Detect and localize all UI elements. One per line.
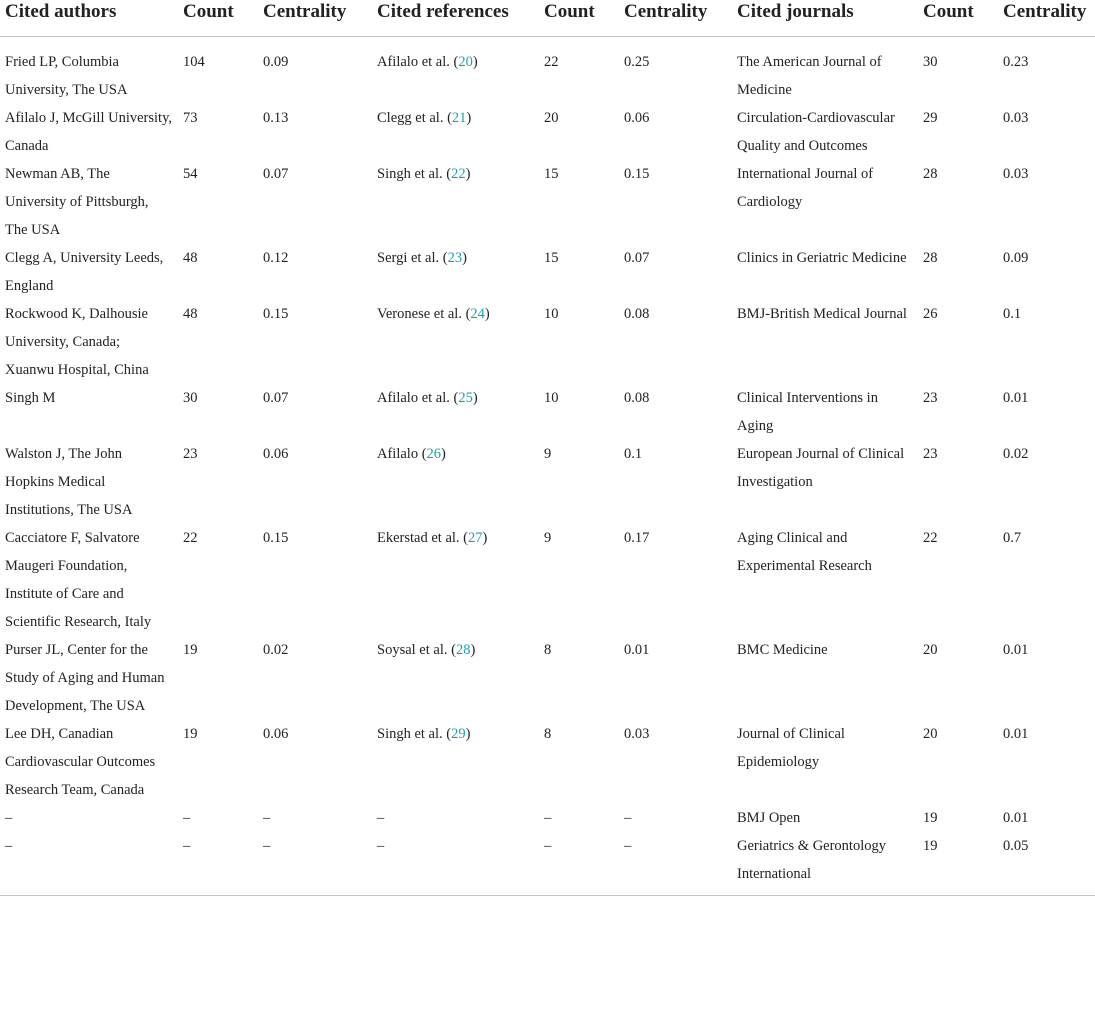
reference-number-link[interactable]: 22: [451, 166, 466, 182]
journal-count-cell: 19: [918, 832, 998, 896]
author-centrality-cell: –: [258, 832, 372, 896]
table-row: [0, 636, 1095, 720]
reference-count-cell: 22: [544, 54, 559, 70]
journal-count-cell: 26: [923, 306, 938, 322]
cited-author-cell: Clegg A, University Leeds, England: [5, 250, 164, 294]
cited-reference-cell: Sergi et al. (23): [377, 250, 467, 266]
cited-journal-cell: Clinical Interventions in Aging: [737, 390, 878, 434]
cited-journal-cell: BMC Medicine: [737, 642, 828, 658]
reference-text: Afilalo et al.: [377, 390, 450, 406]
cited-reference-cell: [372, 804, 539, 832]
cited-reference-cell: Afilalo et al. (20): [377, 54, 478, 70]
cited-journal-cell: The American Journal of Medicine: [737, 54, 882, 98]
reference-text: –: [377, 810, 385, 826]
reference-centrality-cell: 0.17: [624, 530, 650, 546]
cited-author-cell: Purser JL, Center for the Study of Aging and Human Development, The USA: [5, 642, 165, 714]
reference-centrality-cell: 0.07: [624, 250, 650, 266]
journal-centrality-cell: 0.05: [998, 832, 1095, 896]
reference-text: –: [377, 838, 385, 854]
journal-count-cell: 29: [923, 110, 938, 126]
journal-count-cell: 28: [923, 250, 938, 266]
reference-centrality-cell: 0.1: [624, 446, 643, 462]
journal-centrality-cell: 0.09: [1003, 250, 1029, 266]
reference-number-link[interactable]: 23: [447, 250, 463, 266]
reference-number-link[interactable]: 21: [451, 110, 467, 126]
header-cited-references: Cited references: [372, 0, 539, 37]
table-row: [0, 832, 1095, 896]
table-row: [0, 384, 1095, 440]
cited-author-cell: Rockwood K, Dalhousie University, Canada; Xuanwu Hospital, China: [5, 306, 149, 378]
reference-centrality-cell: 0.01: [624, 642, 650, 658]
author-centrality-cell: 0.07: [263, 390, 289, 406]
cited-journal-cell: International Journal of Cardiology: [737, 166, 874, 210]
cited-journal-cell: European Journal of Clinical Investigation: [737, 446, 905, 490]
author-count-cell: –: [178, 832, 258, 896]
author-centrality-cell: 0.07: [263, 166, 289, 182]
header-row: [0, 0, 1095, 37]
reference-centrality-cell: 0.06: [624, 110, 650, 126]
reference-text: Veronese et al.: [377, 306, 462, 322]
reference-text: Singh et al.: [377, 726, 443, 742]
table-row: [0, 104, 1095, 160]
reference-count-cell: 8: [544, 642, 552, 658]
reference-number-link[interactable]: 20: [458, 54, 473, 70]
author-count-cell: 104: [183, 54, 205, 70]
reference-number-link[interactable]: 29: [451, 726, 466, 742]
cited-reference-cell: Soysal et al. (28): [377, 642, 476, 658]
author-centrality-cell: 0.09: [263, 54, 289, 70]
reference-count-cell: –: [544, 810, 552, 826]
reference-count-cell: 15: [544, 166, 559, 182]
reference-centrality-cell: 0.15: [624, 166, 650, 182]
reference-count-cell: 15: [544, 250, 559, 266]
reference-text: Singh et al.: [377, 166, 443, 182]
header-author-count: Count: [178, 0, 258, 37]
reference-number-link[interactable]: 27: [468, 530, 483, 546]
header-reference-count: Count: [539, 0, 619, 37]
author-count-cell: –: [183, 810, 191, 826]
reference-centrality-cell: 0.08: [624, 306, 650, 322]
cited-journal-cell: Clinics in Geriatric Medicine: [737, 250, 907, 266]
cited-reference-cell: Veronese et al. (24): [377, 306, 490, 322]
reference-number-link[interactable]: 24: [470, 306, 485, 322]
reference-count-cell: 20: [544, 110, 559, 126]
reference-number-link[interactable]: 26: [426, 446, 442, 462]
author-count-cell: 48: [183, 306, 198, 322]
journal-count-cell: 22: [923, 530, 938, 546]
reference-count-cell: 9: [544, 446, 552, 462]
author-centrality-cell: 0.15: [263, 530, 289, 546]
reference-number-link[interactable]: 25: [458, 390, 473, 406]
journal-count-cell: 20: [923, 642, 938, 658]
cited-author-cell: Fried LP, Columbia University, The USA: [5, 54, 128, 98]
cited-journal-cell: Journal of Clinical Epidemiology: [737, 726, 845, 770]
cited-reference-cell: Afilalo (26): [377, 446, 446, 462]
header-cited-authors: Cited authors: [0, 0, 178, 37]
table-row: [0, 440, 1095, 524]
reference-centrality-cell: 0.25: [624, 54, 650, 70]
author-count-cell: 19: [183, 642, 198, 658]
reference-text: Afilalo et al.: [377, 54, 450, 70]
journal-centrality-cell: 0.01: [1003, 726, 1029, 742]
author-centrality-cell: 0.13: [263, 110, 289, 126]
author-count-cell: 54: [183, 166, 198, 182]
cited-journal-cell: Circulation-Cardiovascular Quality and Outcomes: [737, 110, 895, 154]
header-cited-journals: Cited journals: [732, 0, 918, 37]
cited-author-cell: Cacciatore F, Salvatore Maugeri Foundation, Institute of Care and Scientific Research, Italy: [5, 530, 152, 630]
table-header: [0, 0, 1095, 37]
reference-text: Soysal et al.: [377, 642, 448, 658]
journal-centrality-cell: 0.03: [1003, 110, 1029, 126]
header-author-centrality: Centrality: [258, 0, 372, 37]
reference-centrality-cell: 0.08: [624, 390, 650, 406]
author-count-cell: 48: [183, 250, 198, 266]
reference-count-cell: 10: [544, 306, 559, 322]
author-count-cell: 73: [183, 110, 198, 126]
table-row: [0, 160, 1095, 244]
table-row: [0, 300, 1095, 384]
author-count-cell: 23: [183, 446, 198, 462]
journal-count-cell: 28: [923, 166, 938, 182]
journal-centrality-cell: 0.01: [1003, 810, 1029, 826]
reference-text: Ekerstad et al.: [377, 530, 460, 546]
journal-count-cell: 20: [923, 726, 938, 742]
journal-centrality-cell: 0.7: [1003, 530, 1022, 546]
cited-reference-cell: Singh et al. (22): [377, 166, 471, 182]
journal-count-cell: 30: [923, 54, 938, 70]
reference-count-cell: 9: [544, 530, 552, 546]
table-row: [0, 804, 1095, 832]
reference-count-cell: 10: [544, 390, 559, 406]
header-journal-centrality: Centrality: [998, 0, 1095, 37]
cited-reference-cell: Clegg et al. (21): [377, 110, 472, 126]
cited-author-cell: Singh M: [5, 390, 56, 406]
journal-centrality-cell: 0.01: [1003, 390, 1029, 406]
cited-journal-cell: BMJ Open: [737, 810, 801, 826]
author-centrality-cell: 0.02: [263, 642, 289, 658]
reference-count-cell: –: [539, 832, 619, 896]
author-centrality-cell: 0.12: [263, 250, 289, 266]
cited-reference-cell: Afilalo et al. (25): [377, 390, 478, 406]
author-centrality-cell: 0.06: [263, 446, 289, 462]
reference-centrality-cell: 0.03: [624, 726, 650, 742]
cited-reference-cell: Ekerstad et al. (27): [377, 530, 488, 546]
reference-count-cell: 8: [544, 726, 552, 742]
journal-centrality-cell: 0.02: [1003, 446, 1029, 462]
cited-author-cell: Afilalo J, McGill University, Canada: [5, 110, 172, 154]
journal-centrality-cell: 0.03: [1003, 166, 1029, 182]
author-count-cell: 30: [183, 390, 198, 406]
author-centrality-cell: 0.15: [263, 306, 289, 322]
table-row: [0, 524, 1095, 636]
journal-count-cell: 23: [923, 390, 938, 406]
journal-centrality-cell: 0.23: [1003, 54, 1029, 70]
cited-reference-cell: [372, 832, 539, 896]
table-body: [0, 37, 1095, 896]
reference-centrality-cell: –: [624, 810, 632, 826]
header-reference-centrality: Centrality: [619, 0, 732, 37]
journal-centrality-cell: 0.01: [1003, 642, 1029, 658]
reference-text: Clegg et al.: [377, 110, 444, 126]
cited-author-cell: Walston J, The John Hopkins Medical Institutions, The USA: [5, 446, 133, 518]
reference-text: Sergi et al.: [377, 250, 440, 266]
journal-count-cell: 19: [923, 810, 938, 826]
journal-count-cell: 23: [923, 446, 938, 462]
cited-author-cell: Lee DH, Canadian Cardiovascular Outcomes Research Team, Canada: [5, 726, 156, 798]
cited-reference-cell: Singh et al. (29): [377, 726, 471, 742]
cited-author-cell: Newman AB, The University of Pittsburgh, The USA: [5, 166, 149, 238]
cited-author-cell: –: [5, 810, 13, 826]
table-row: [0, 37, 1095, 105]
reference-text: Afilalo: [377, 446, 419, 462]
cited-author-cell: –: [0, 832, 178, 896]
cited-journal-cell: Geriatrics & Gerontology International: [732, 832, 918, 896]
author-centrality-cell: –: [263, 810, 271, 826]
table-row: [0, 244, 1095, 300]
cited-journal-cell: BMJ-British Medical Journal: [737, 306, 907, 322]
author-count-cell: 19: [183, 726, 198, 742]
journal-centrality-cell: 0.1: [1003, 306, 1022, 322]
author-count-cell: 22: [183, 530, 198, 546]
reference-centrality-cell: –: [619, 832, 732, 896]
table-row: [0, 720, 1095, 804]
cited-journal-cell: Aging Clinical and Experimental Research: [737, 530, 872, 574]
author-centrality-cell: 0.06: [263, 726, 289, 742]
reference-number-link[interactable]: 28: [455, 642, 471, 658]
header-journal-count: Count: [918, 0, 998, 37]
